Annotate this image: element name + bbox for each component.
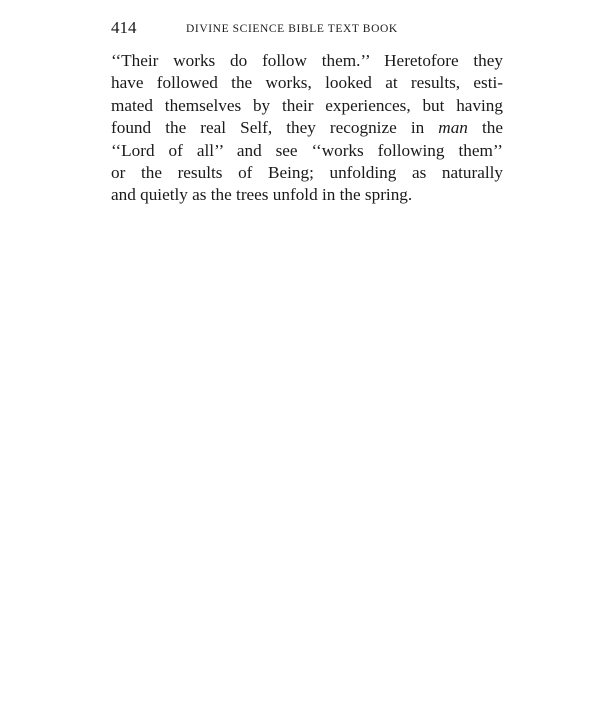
text-line-part: the	[467, 118, 504, 138]
text-line: ‘‘Their works do follow them.’’ Heretofore they	[111, 51, 503, 70]
running-head: DIVINE SCIENCE BIBLE TEXT BOOK	[186, 23, 398, 35]
text-line-part: found the real Self, they recognize in	[111, 118, 439, 138]
text-line: or the results of Being; unfolding as naturally	[111, 163, 503, 183]
text-line: ‘‘Lord of all’’ and see ‘‘works following them’’	[111, 140, 503, 160]
body-paragraph	[111, 50, 503, 207]
page-number: 414	[111, 18, 137, 37]
text-line: have followed the works, looked at results, esti-	[111, 73, 503, 93]
page-header	[111, 18, 501, 40]
text-line: and quietly as the trees unfold in the spring.	[111, 185, 413, 205]
text-line: mated themselves by their experiences, but having	[111, 95, 503, 115]
emphasis-word: man	[438, 118, 468, 138]
text-line	[111, 117, 503, 139]
